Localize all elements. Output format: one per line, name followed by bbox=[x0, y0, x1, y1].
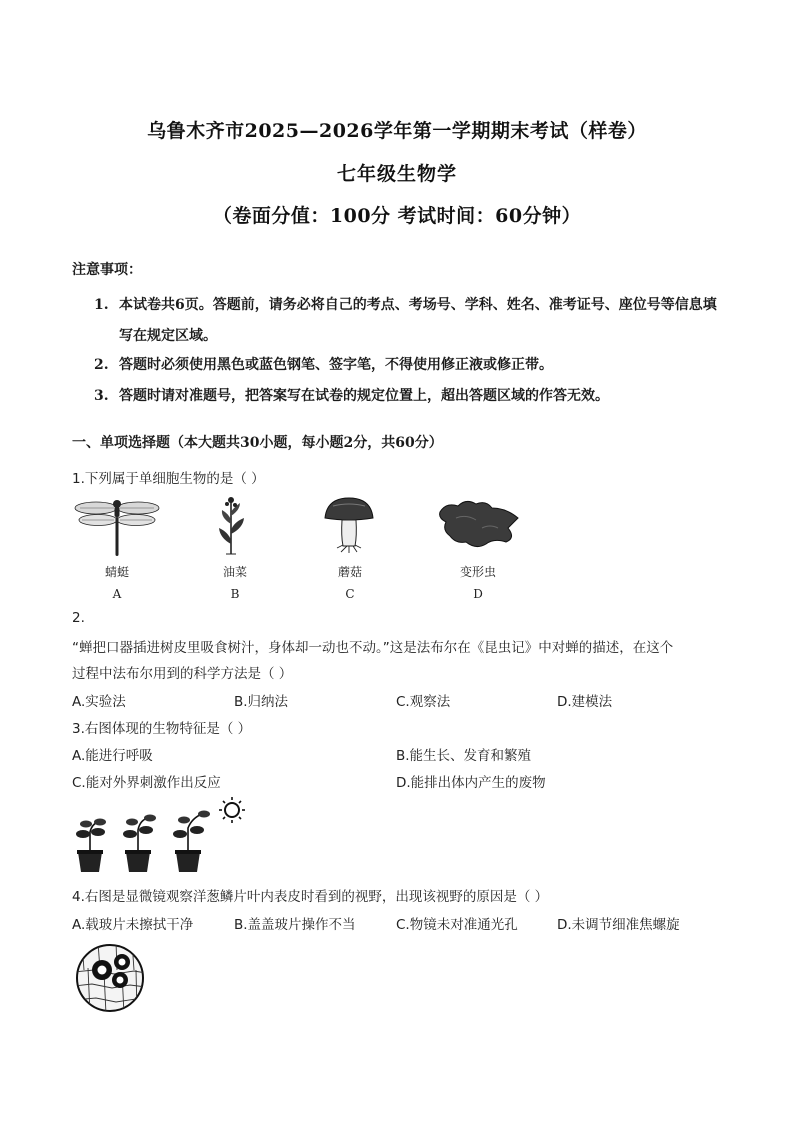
question-2-option-b: B.归纳法 bbox=[234, 694, 289, 710]
figure-letter: B bbox=[230, 587, 240, 601]
figure-label: 蜻蜓 bbox=[104, 565, 129, 579]
notice-item bbox=[94, 350, 724, 381]
notice-item bbox=[94, 290, 724, 352]
figure-letter: A bbox=[112, 587, 122, 601]
question-2-stem-line1: “蝉把口器插进树皮里吸食树汁，身体却一动也不动。”这是法布尔在《昆虫记》中对蝉的描述，在这个 bbox=[72, 640, 674, 656]
exam-info: （卷面分值：100分 考试时间：60分钟） bbox=[212, 205, 582, 227]
question-1-stem: 1.下列属于单细胞生物的是（ ） bbox=[72, 471, 265, 487]
question-3-option-b: B.能生长、发育和繁殖 bbox=[396, 748, 532, 764]
question-4-option-a: A.载玻片未擦拭干净 bbox=[72, 917, 194, 933]
question-3-option-d: D.能排出体内产生的废物 bbox=[396, 775, 546, 791]
question-2-option-d: D.建模法 bbox=[557, 694, 613, 710]
notice-number: 2. bbox=[94, 357, 109, 373]
exam-subject: 七年级生物学 bbox=[336, 163, 457, 185]
figure-label: 油菜 bbox=[222, 565, 247, 579]
figure-label: 蘑菇 bbox=[337, 565, 362, 579]
mushroom-icon bbox=[323, 496, 375, 556]
question-2-option-c: C.观察法 bbox=[396, 694, 451, 710]
section-title: 一、单项选择题（本大题共30小题，每小题2分，共60分） bbox=[72, 435, 443, 451]
notice-number: 1. bbox=[94, 297, 109, 313]
question-3-option-a: A.能进行呼吸 bbox=[72, 748, 153, 764]
notice-text: 本试卷共6页。答题前，请务必将自己的考点、考场号、学科、姓名、准考证号、座位号等信息填写在规定区域。 bbox=[119, 297, 717, 344]
dragonfly-icon bbox=[74, 496, 160, 558]
question-2-option-a: A.实验法 bbox=[72, 694, 126, 710]
exam-title: 乌鲁木齐市2025—2026学年第一学期期末考试（样卷） bbox=[147, 120, 647, 142]
figure-letter: C bbox=[345, 587, 355, 601]
notice-number: 3. bbox=[94, 388, 109, 404]
question-3-option-c: C.能对外界刺激作出反应 bbox=[72, 775, 221, 791]
amoeba-icon bbox=[436, 498, 522, 550]
question-4-option-b: B.盖盖玻片操作不当 bbox=[234, 917, 356, 933]
question-2-stem-line2: 过程中法布尔用到的科学方法是（ ） bbox=[72, 666, 293, 682]
question-4-option-c: C.物镜未对准通光孔 bbox=[396, 917, 518, 933]
rape-plant-icon bbox=[214, 494, 248, 556]
question-2-number: 2. bbox=[72, 610, 85, 626]
microscope-view-icon bbox=[74, 942, 146, 1014]
notice-item bbox=[94, 381, 724, 412]
notice-text: 答题时必须使用黑色或蓝色钢笔、签字笔，不得使用修正液或修正带。 bbox=[119, 357, 553, 373]
question-4-stem: 4.右图是显微镜观察洋葱鳞片叶内表皮时看到的视野，出现该视野的原因是（ ） bbox=[72, 889, 549, 905]
figure-label: 变形虫 bbox=[459, 565, 496, 579]
question-4-option-d: D.未调节细准焦螺旋 bbox=[557, 917, 680, 933]
notice-text: 答题时请对准题号，把答案写在试卷的规定位置上，超出答题区域的作答无效。 bbox=[119, 388, 609, 404]
plants-facing-sun-icon bbox=[74, 796, 254, 876]
question-3-stem: 3.右图体现的生物特征是（ ） bbox=[72, 721, 252, 737]
notice-heading: 注意事项： bbox=[72, 262, 142, 278]
figure-letter: D bbox=[473, 587, 483, 601]
